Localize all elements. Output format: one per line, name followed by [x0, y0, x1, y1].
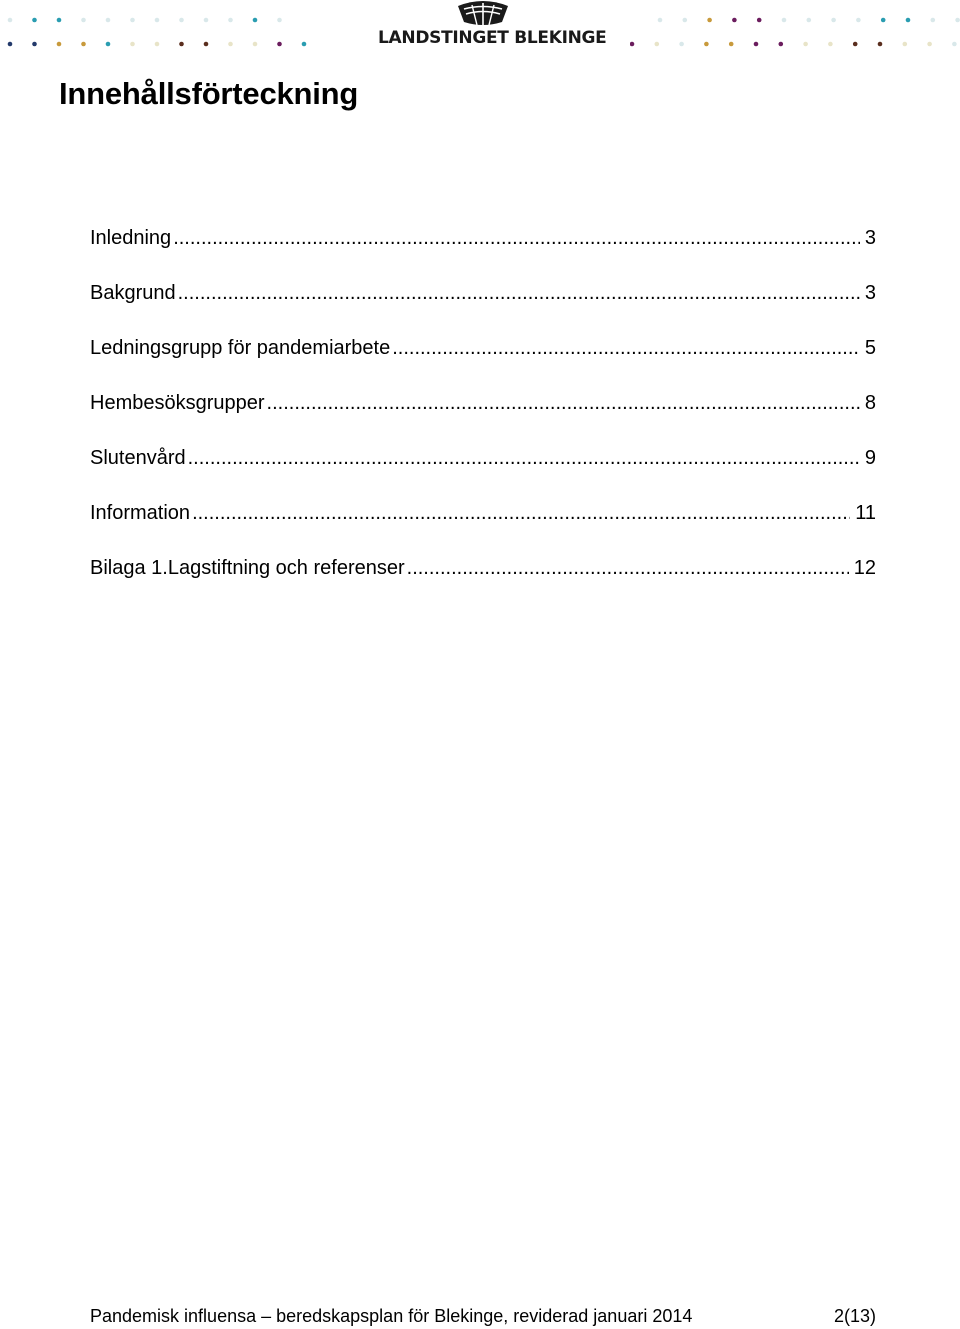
decorative-dot	[828, 42, 833, 47]
toc-dot-leader	[407, 553, 849, 583]
decorative-dot	[754, 42, 759, 47]
page-title: Innehållsförteckning	[59, 76, 359, 111]
toc-entry-title: Inledning	[90, 227, 172, 249]
decorative-dot	[683, 18, 688, 23]
decorative-dot	[204, 42, 209, 47]
toc-dot-leader	[267, 388, 860, 418]
decorative-dot	[878, 42, 883, 47]
decorative-dot	[906, 18, 911, 23]
decorative-dot	[253, 42, 258, 47]
decorative-dot	[32, 42, 37, 47]
decorative-dot	[803, 42, 808, 47]
decorative-dot	[106, 18, 111, 23]
decorative-dot	[81, 18, 86, 23]
toc-entry[interactable]	[90, 388, 876, 443]
decorative-dot	[881, 18, 886, 23]
decorative-dot	[57, 18, 62, 23]
ship-emblem-icon	[450, 0, 516, 28]
decorative-dot	[704, 42, 709, 47]
toc-entry-page-number: 3	[864, 227, 876, 249]
decorative-dot	[106, 42, 111, 47]
page-header	[0, 0, 960, 60]
decorative-dot	[757, 18, 762, 23]
decorative-dot	[155, 42, 160, 47]
toc-entry-title: Ledningsgrupp för pandemiarbete	[90, 337, 391, 359]
decorative-dot-pattern-left	[0, 0, 345, 60]
decorative-dot	[658, 18, 663, 23]
decorative-dot	[302, 42, 307, 47]
decorative-dot	[931, 18, 936, 23]
toc-entry-page-number: 5	[864, 337, 876, 359]
decorative-dot	[853, 42, 858, 47]
decorative-dot	[927, 42, 932, 47]
toc-dot-leader	[392, 333, 860, 363]
toc-dot-leader	[188, 443, 860, 473]
decorative-dot	[179, 18, 184, 23]
decorative-dot-pattern-right	[630, 0, 960, 60]
toc-entry-title: Hembesöksgrupper	[90, 392, 265, 414]
decorative-dot	[179, 42, 184, 47]
decorative-dot	[856, 18, 861, 23]
toc-entry-page-number: 11	[855, 502, 876, 524]
toc-dot-leader	[192, 498, 850, 528]
toc-dot-leader	[178, 278, 860, 308]
footer-document-title: Pandemisk influensa – beredskapsplan för Blekinge, reviderad januari 2014	[90, 1306, 693, 1326]
decorative-dot	[130, 42, 135, 47]
decorative-dot	[8, 18, 13, 23]
toc-entry-title: Bilaga 1.Lagstiftning och referenser	[90, 557, 405, 579]
decorative-dot	[732, 18, 737, 23]
decorative-dot	[952, 42, 957, 47]
decorative-dot	[655, 42, 660, 47]
decorative-dot	[253, 18, 258, 23]
decorative-dot	[277, 18, 282, 23]
decorative-dot	[81, 42, 86, 47]
toc-dot-leader	[173, 223, 860, 253]
decorative-dot	[779, 42, 784, 47]
decorative-dot	[130, 18, 135, 23]
decorative-dot	[831, 18, 836, 23]
decorative-dot	[679, 42, 684, 47]
decorative-dot	[903, 42, 908, 47]
toc-entry-title: Bakgrund	[90, 282, 176, 304]
toc-entry-page-number: 12	[853, 557, 876, 579]
decorative-dot	[277, 42, 282, 47]
decorative-dot	[630, 42, 634, 47]
decorative-dot	[782, 18, 787, 23]
table-of-contents	[90, 223, 876, 608]
toc-entry[interactable]	[90, 443, 876, 498]
toc-entry[interactable]	[90, 223, 876, 278]
decorative-dot	[57, 42, 62, 47]
decorative-dot	[729, 42, 734, 47]
toc-entry-title: Slutenvård	[90, 447, 186, 469]
toc-entry-title: Information	[90, 502, 191, 524]
toc-entry-page-number: 9	[864, 447, 876, 469]
toc-entry[interactable]	[90, 498, 876, 553]
decorative-dot	[228, 42, 233, 47]
toc-entry[interactable]	[90, 553, 876, 608]
toc-entry[interactable]	[90, 333, 876, 388]
toc-entry-page-number: 3	[864, 282, 876, 304]
decorative-dot	[228, 18, 233, 23]
decorative-dot	[8, 42, 13, 47]
decorative-dot	[32, 18, 37, 23]
logo-text: LANDSTINGET BLEKINGE	[378, 28, 607, 48]
decorative-dot	[955, 18, 960, 23]
decorative-dot	[707, 18, 712, 23]
decorative-dot	[204, 18, 209, 23]
toc-entry[interactable]	[90, 278, 876, 333]
toc-entry-page-number: 8	[864, 392, 876, 414]
footer-page-number: 2(13)	[833, 1306, 876, 1326]
page-footer	[90, 1304, 876, 1328]
landstinget-blekinge-logo	[378, 0, 607, 52]
decorative-dot	[155, 18, 160, 23]
decorative-dot	[807, 18, 812, 23]
